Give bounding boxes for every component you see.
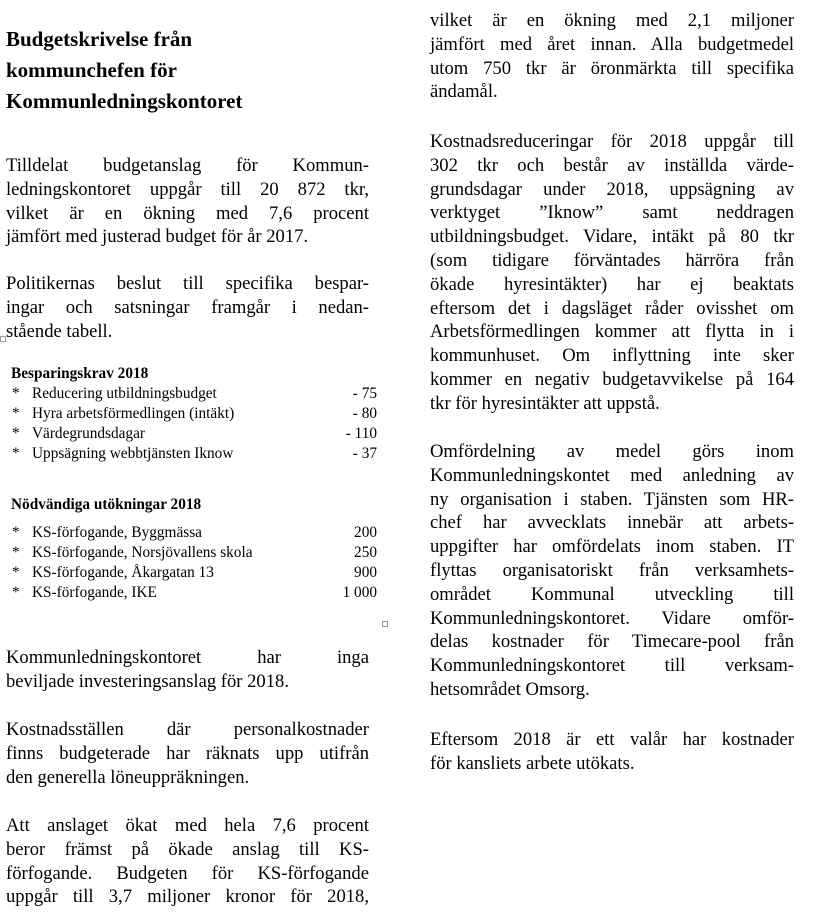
text-line: förfogande. Budgeten för KS-förfogande — [6, 862, 369, 884]
row-value: - 80 — [352, 405, 377, 422]
text-line: uppgår till 3,7 miljoner kronor för 2018, — [6, 886, 369, 908]
table-row — [12, 523, 377, 543]
text-line: delas kostnader för Timecare-pool från — [430, 631, 794, 653]
table-row — [12, 424, 377, 444]
text-line: den generella löneuppräkningen. — [6, 766, 250, 788]
text-line: hetsområdet Omsorg. — [430, 678, 590, 700]
text-line: beviljade investeringsanslag för 2018. — [6, 670, 289, 692]
text-line: Omfördelning av medel görs inom — [430, 441, 794, 462]
text-line: flyttas organisatoriskt från verksamhets- — [430, 559, 794, 581]
text-line: stående tabell. — [6, 320, 113, 342]
bullet-marker: * — [12, 584, 20, 601]
text-line: grundsdagar under 2018, uppsägning av — [430, 178, 794, 200]
row-label: Hyra arbetsförmedlingen (intäkt) — [32, 405, 235, 422]
table-row — [12, 583, 377, 603]
bullet-marker: * — [12, 405, 20, 422]
text-line: tkr för hyresintäkter att uppstå. — [430, 392, 660, 414]
row-label: KS-förfogande, IKE — [32, 584, 157, 601]
table-row — [12, 384, 377, 404]
text-line: uppgifter har omfördelats inom staben. IT — [430, 536, 794, 558]
table-row — [12, 563, 377, 583]
text-line: vilket är en ökning med 7,6 procent — [6, 202, 369, 224]
paragraph-investments — [6, 646, 369, 694]
increases-table-title: Nödvändiga utökningar 2018 — [11, 496, 202, 513]
bullet-marker: * — [12, 445, 20, 462]
text-line: chef har avvecklats innebär att arbets- — [430, 512, 794, 534]
row-value: 1 000 — [342, 584, 377, 601]
row-value: 200 — [354, 524, 377, 541]
text-line: beror främst på ökade anslag till KS- — [6, 838, 369, 860]
text-line: (som tidigare förväntades härröra från — [430, 249, 794, 271]
text-line: ändamål. — [430, 81, 498, 103]
text-line: Kommunledningskontet med anledning av — [430, 464, 794, 486]
text-line: 302 tkr och består av inställda värde- — [430, 154, 794, 176]
table-row — [12, 444, 377, 464]
row-value: 250 — [354, 544, 377, 561]
text-line: vilket är en ökning med 2,1 miljoner — [430, 10, 794, 31]
row-value: - 110 — [345, 425, 377, 442]
row-label: KS-förfogande, Norsjövallens skola — [32, 544, 253, 561]
row-label: KS-förfogande, Åkargatan 13 — [32, 564, 214, 581]
text-line: Eftersom 2018 är ett valår har kostnader — [430, 729, 794, 750]
text-line: Tilldelat budgetanslag för Kommun- — [6, 155, 369, 176]
text-line: finns budgeterade har räknats upp utifrån — [6, 742, 369, 764]
text-line: jämfört med justerad budget för år 2017. — [6, 226, 309, 248]
paragraph-reallocation — [430, 440, 794, 702]
text-line: jämfört med året innan. Alla budgetmedel — [430, 33, 794, 55]
row-label: Reducering utbildningsbudget — [32, 385, 217, 402]
table-row — [12, 404, 377, 424]
text-line: för kansliets arbete utökats. — [430, 752, 635, 774]
row-value: 900 — [354, 564, 377, 581]
text-line: Kommunledningskontoret till verksam- — [430, 655, 794, 677]
bullet-marker: * — [12, 385, 20, 402]
text-line: ledningskontoret uppgår till 20 872 tkr, — [6, 178, 369, 200]
text-line: ökade hyresintäkter) har ej beaktats — [430, 273, 794, 295]
row-label: Uppsägning webbtjänsten Iknow — [32, 445, 234, 462]
text-line: utbildningsbudget. Vidare, intäkt på 80 tkr — [430, 226, 794, 248]
savings-table-title: Besparingskrav 2018 — [11, 365, 149, 382]
text-line: kommunhuset. Om inflyttning inte sker — [430, 345, 794, 367]
paragraph-political-decision — [6, 272, 369, 343]
text-line: kommer en negativ budgetavvikelse på 164 — [430, 368, 794, 390]
paragraph-ks-increase — [430, 9, 794, 104]
paragraph-cost-reductions — [430, 130, 794, 416]
heading-line: Kommunledningskontoret — [6, 89, 243, 113]
text-line: Politikernas beslut till specifika bespar- — [6, 273, 369, 294]
text-line: Kommunledningskontoret har inga — [6, 647, 369, 668]
heading-line: Budgetskrivelse från — [6, 27, 193, 51]
paragraph-election-year — [430, 728, 794, 776]
text-line: Arbetsförmedlingen kommer att flytta in i — [430, 321, 794, 343]
row-label: KS-förfogande, Byggmässa — [32, 524, 202, 541]
row-value: - 37 — [352, 445, 377, 462]
bullet-marker: * — [12, 425, 20, 442]
bullet-marker: * — [12, 524, 20, 541]
text-line: området Kommunal utveckling till — [430, 583, 794, 605]
row-value: - 75 — [352, 385, 377, 402]
text-line: Kommunledningskontoret. Vidare omför- — [430, 607, 794, 629]
row-label: Värdegrundsdagar — [32, 425, 145, 442]
text-line: Kostnadsreduceringar för 2018 uppgår till — [430, 131, 794, 152]
text-line: Kostnadsställen där personalkostnader — [6, 719, 369, 740]
bullet-marker: * — [12, 564, 20, 581]
document-heading — [6, 24, 369, 117]
text-line: eftersom det i dagsläget råder ovisshet om — [430, 297, 794, 319]
paragraph-budget-allocation — [6, 154, 369, 249]
paragraph-ks-allocation — [6, 814, 369, 909]
paragraph-personnel-costs — [6, 718, 369, 789]
layout-anchor-marker — [382, 621, 388, 627]
bullet-marker: * — [12, 544, 20, 561]
layout-anchor-marker — [0, 336, 6, 342]
text-line: ny organisation i staben. Tjänsten som HR- — [430, 488, 794, 510]
text-line: Att anslaget ökat med hela 7,6 procent — [6, 815, 369, 836]
text-line: ingar och satsningar framgår i nedan- — [6, 296, 369, 318]
heading-line: kommunchefen för — [6, 58, 177, 82]
table-row — [12, 543, 377, 563]
text-line: verktyget ”Iknow” samt neddragen — [430, 202, 794, 224]
text-line: utom 750 tkr är öronmärkta till specifika — [430, 57, 794, 79]
